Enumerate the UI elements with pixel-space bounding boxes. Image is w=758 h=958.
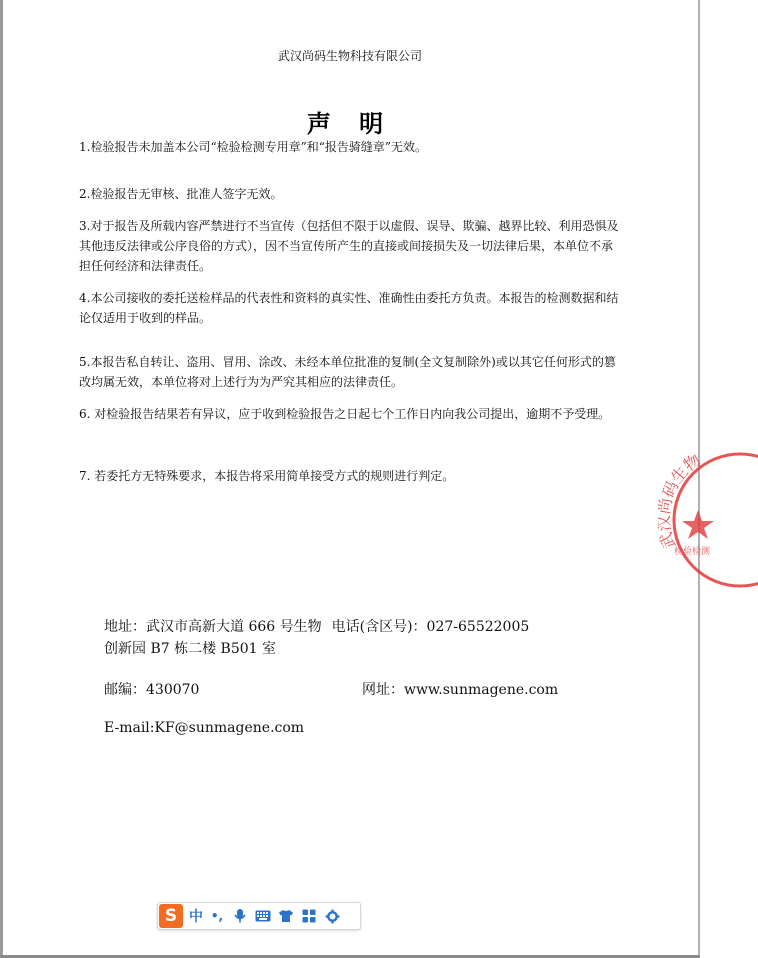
seal-text: 武 码生物 (658, 450, 705, 552)
address-line-2: 创新园 B7 栋二楼 B501 室 (104, 641, 277, 657)
email-link[interactable]: E-mail:KF@sunmagene.com (104, 720, 305, 736)
microphone-icon[interactable] (231, 907, 249, 925)
ime-punctuation-toggle[interactable]: •, (210, 909, 224, 923)
clause-7: 7. 若委托方无特殊要求，本报告将采用简单接受方式的规则进行判定。 (79, 469, 455, 483)
ime-language-toggle[interactable]: 中 (189, 909, 203, 925)
address-text: 地址：武汉市高新大道 666 号生物 (104, 619, 322, 635)
clause-1: 1.检验报告未加盖本公司“检验检测专用章”和“报告骑缝章”无效。 (79, 140, 427, 154)
page-left-border (0, 0, 3, 958)
page-title: 声 明 (306, 109, 394, 138)
phone-text: 电话(含区号)：027-65522005 (331, 619, 530, 635)
seal-subtext: 检验检测 (674, 547, 711, 557)
website-link[interactable]: 网址：www.sunmagene.com (362, 682, 559, 698)
keyboard-icon[interactable] (254, 907, 272, 925)
clause-2: 2.检验报告无审核、批准人签字无效。 (79, 187, 283, 201)
company-header: 武汉尚码生物科技有限公司 (277, 49, 422, 63)
official-seal-stamp (658, 450, 758, 590)
clause-4: 4.本公司接收的委托送检样品的代表性和资料的真实性、准确性由委托方负责。本报告的检测数据和结论仅适用于收到的样品。 (79, 291, 619, 325)
ime-toolbar[interactable] (157, 902, 361, 930)
ime-logo-icon[interactable]: S (159, 904, 183, 928)
settings-icon[interactable] (323, 907, 341, 925)
skin-shirt-icon[interactable] (277, 907, 295, 925)
clause-5: 5.本报告私自转让、盗用、冒用、涂改、未经本单位批准的复制(全文复制除外)或以其它任何形式的篡改均属无效，本单位将对上述行为为严究其相应的法律责任。 (79, 355, 616, 389)
clause-6: 6. 对检验报告结果若有异议，应于收到检验报告之日起七个工作日内向我公司提出，逾期不予受理。 (79, 407, 611, 421)
postal-code: 邮编：430070 (104, 682, 200, 698)
toolbox-grid-icon[interactable] (300, 907, 318, 925)
svg-text:武汉尚码生物 (658, 450, 704, 551)
clause-3: 3.对于报告及所载内容严禁进行不当宣传（包括但不限于以虚假、误导、欺骗、越界比较、利用恐惧及其他违反法律或公序良俗的方式），因不当宣传所产生的直接或间接损失及一切法律后果，本单位不承担任何经济和法律责任。 (79, 219, 619, 273)
address-line-1 (104, 616, 529, 638)
